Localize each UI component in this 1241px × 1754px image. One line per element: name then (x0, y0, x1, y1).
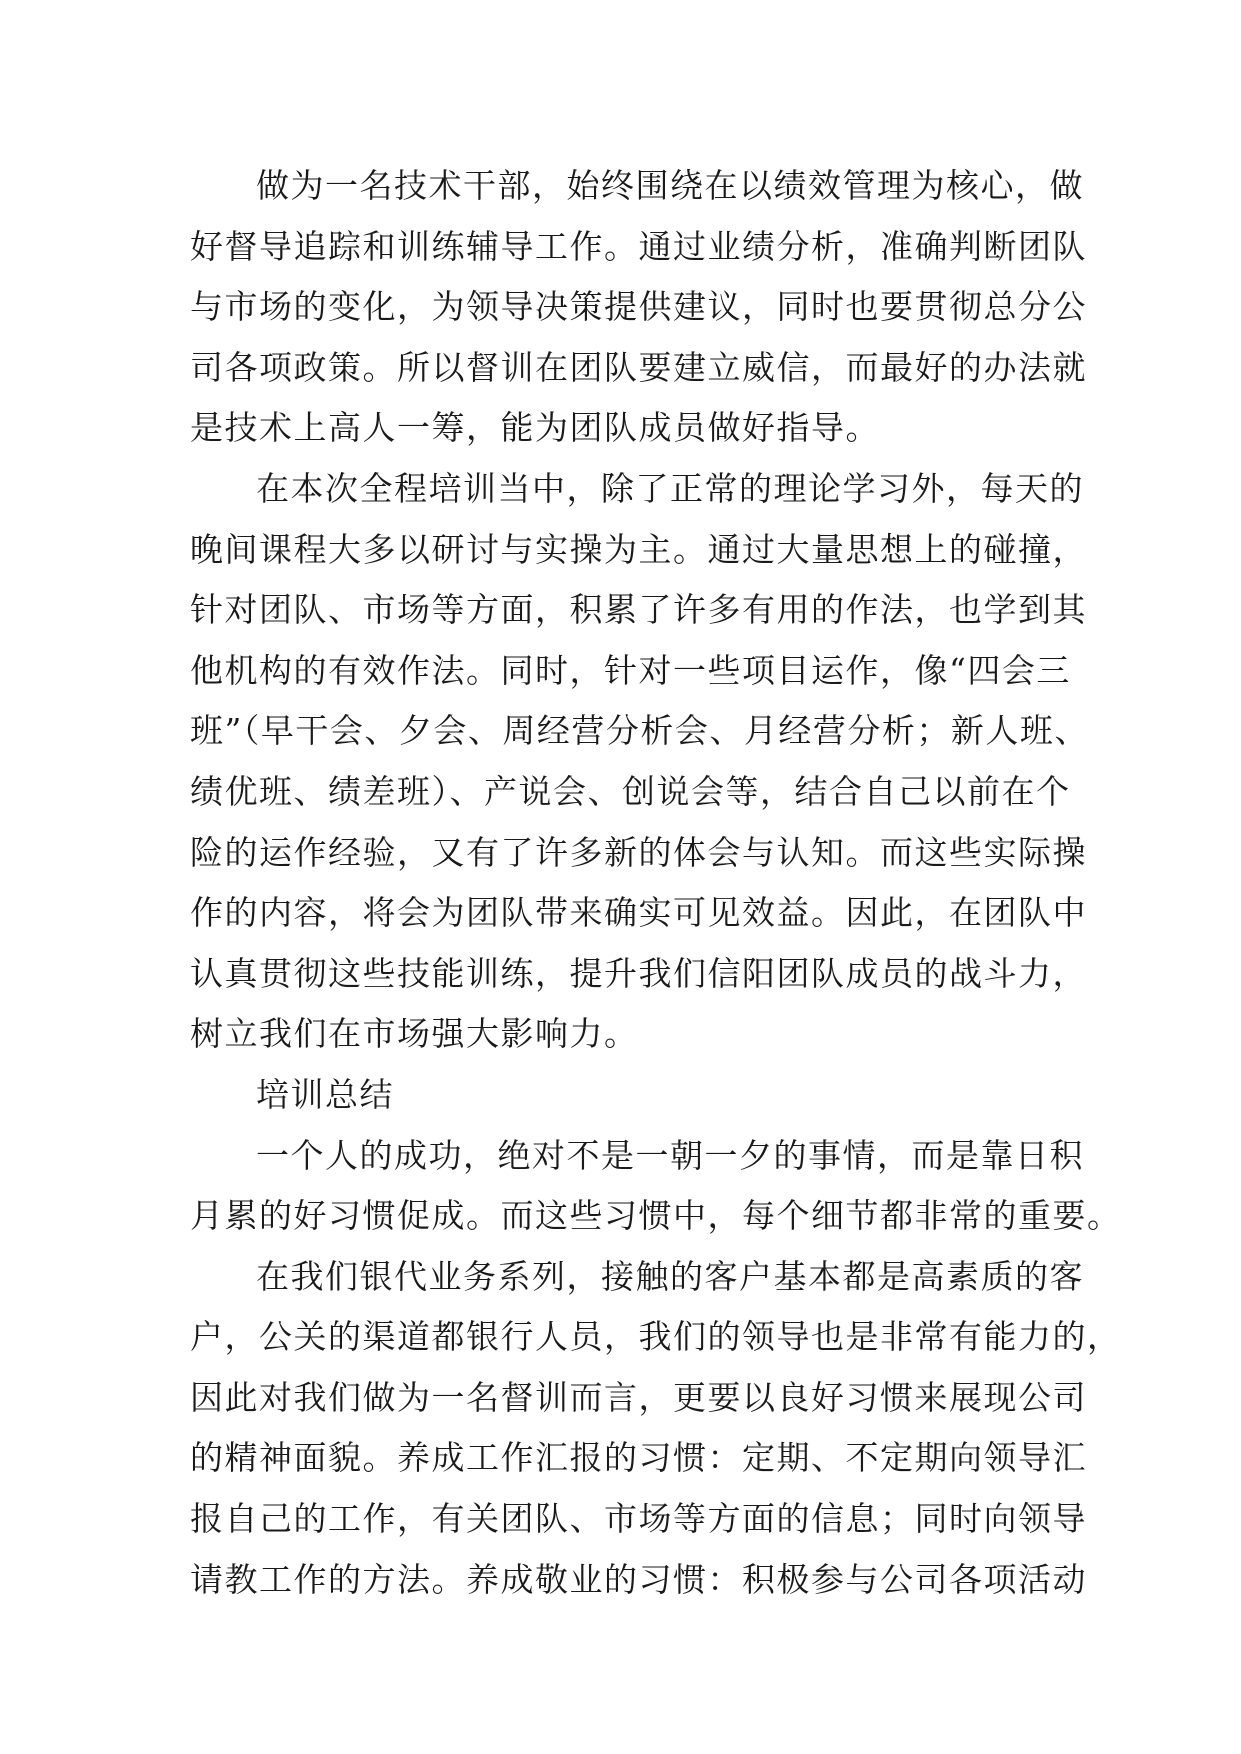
body-text (190, 156, 1122, 1610)
text-line: 树立我们在市场强大影响力。 (190, 1014, 639, 1054)
text-line: 一个人的成功，绝对不是一朝一夕的事情，而是靠日积 (256, 1135, 1084, 1175)
text-line: 因此对我们做为一名督训而言，更要以良好习惯来展现公司 (190, 1377, 1087, 1417)
text-line: 班”（早干会、夕会、周经营分析会、月经营分析；新人班、 (190, 711, 1089, 751)
text-line: 是技术上高人一筹，能为团队成员做好指导。 (190, 408, 880, 448)
text-line: 培训总结 (256, 1074, 394, 1114)
text-line: 户，公关的渠道都银行人员，我们的领导也是非常有能力的， (190, 1317, 1122, 1357)
text-line: 作的内容，将会为团队带来确实可见效益。因此，在团队中 (190, 893, 1087, 933)
text-line: 报自己的工作，有关团队、市场等方面的信息；同时向领导 (190, 1499, 1087, 1539)
text-line: 晚间课程大多以研讨与实操为主。通过大量思想上的碰撞， (190, 529, 1087, 569)
text-line: 好督导追踪和训练辅导工作。通过业绩分析，准确判断团队 (190, 226, 1087, 266)
text-line: 请教工作的方法。养成敬业的习惯：积极参与公司各项活动 (190, 1559, 1087, 1599)
text-line: 做为一名技术干部，始终围绕在以绩效管理为核心，做 (256, 166, 1084, 205)
text-line: 针对团队、市场等方面，积累了许多有用的作法，也学到其 (190, 590, 1087, 630)
text-line: 在我们银代业务系列，接触的客户基本都是高素质的客 (256, 1256, 1084, 1296)
text-line: 的精神面貌。养成工作汇报的习惯：定期、不定期向领导汇 (190, 1438, 1087, 1478)
text-line: 月累的好习惯促成。而这些习惯中，每个细节都非常的重要。 (190, 1196, 1122, 1236)
text-line: 在本次全程培训当中，除了正常的理论学习外，每天的 (256, 468, 1084, 508)
text-line: 司各项政策。所以督训在团队要建立威信，而最好的办法就 (190, 347, 1087, 387)
text-line: 与市场的变化，为领导决策提供建议，同时也要贯彻总分公 (190, 287, 1087, 327)
text-line: 绩优班、绩差班）、产说会、创说会等，结合自己以前在个 (190, 771, 1071, 811)
text-line: 认真贯彻这些技能训练，提升我们信阳团队成员的战斗力， (190, 953, 1087, 993)
text-line: 他机构的有效作法。同时，针对一些项目运作，像“四会三 (190, 650, 1071, 690)
text-line: 险的运作经验，又有了许多新的体会与认知。而这些实际操 (190, 832, 1087, 872)
